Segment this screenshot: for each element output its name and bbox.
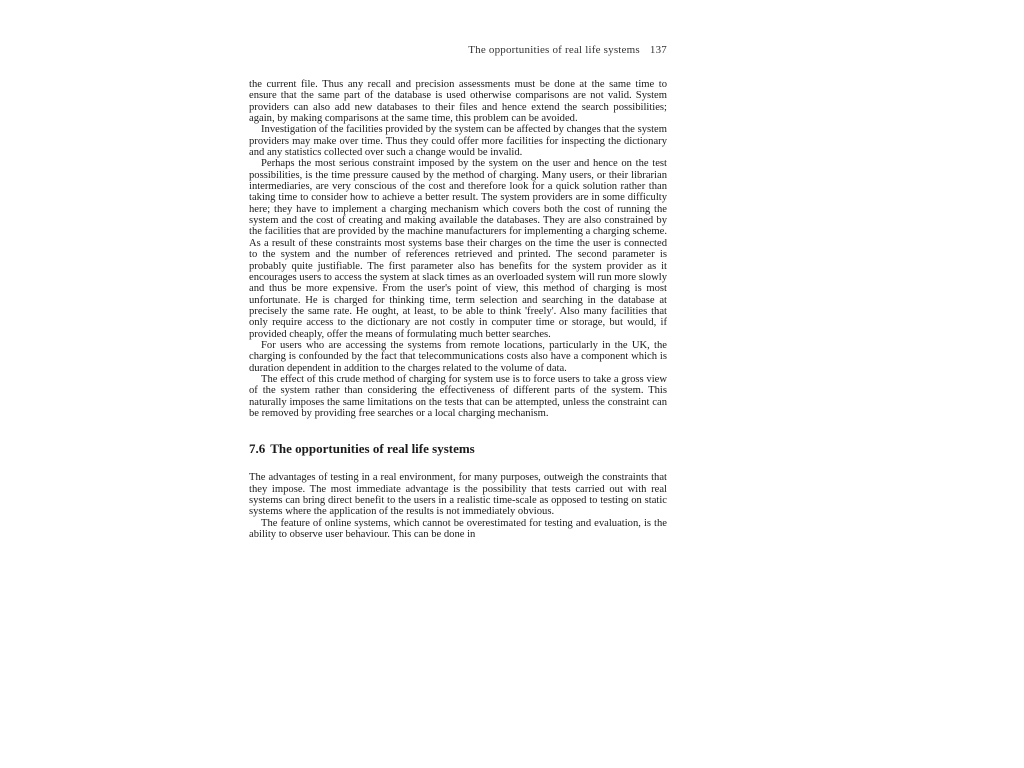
paragraph: For users who are accessing the systems from remote locations, particularly in the UK, the charging is confounded by the fact that telecommunications costs also have a component which is duration dependent in addition to the charges related to the volume of data. [249, 339, 667, 374]
paragraph: The effect of this crude method of charging for system use is to force users to take a gross view of the system rather than considering the effectiveness of different parts of the system. This naturally imposes the same limitations on the tests that can be attempted, unless the constraint can be removed by providing free searches or a local charging mechanism. [249, 373, 667, 419]
body-text [249, 79, 667, 540]
paragraph: The feature of online systems, which cannot be overestimated for testing and evaluation, is the ability to observe user behaviour. This can be done in [249, 517, 667, 541]
paragraph: The advantages of testing in a real environment, for many purposes, outweigh the constraints that they impose. The most immediate advantage is the possibility that tests carried out with real systems can bring direct benefit to the users in a realistic time-scale as opposed to testing on static systems where the application of the results is not immediately obvious. [249, 472, 667, 518]
document-page [249, 44, 667, 768]
paragraph: Investigation of the facilities provided by the system can be affected by changes that the system providers may make over time. Thus they could offer more facilities for inspecting the dictionary and any statistics collected over such a change would be invalid. [249, 124, 667, 159]
section-number: 7.6 [249, 441, 266, 457]
section-heading [249, 441, 667, 457]
running-head [468, 44, 667, 56]
page-number: 137 [649, 44, 667, 56]
paragraph: the current file. Thus any recall and precision assessments must be done at the same time to ensure that the same part of the database is used otherwise comparisons are not valid. System providers can also add new databases to their files and hence extend the search possibilities; again, by making comparisons at the same time, this problem can be avoided. [249, 79, 667, 125]
paragraph: Perhaps the most serious constraint imposed by the system on the user and hence on the test possibilities, is the time pressure caused by the method of charging. Many users, or their librarian intermediaries, are very conscious of the cost and therefore look for a quick solution rather than taking time to consider how to achieve a better result. The system providers are in some difficulty here; they have to implement a charging mechanism which covers both the cost of running the system and the cost of creating and making available the databases. They are also constrained by the facilities that are provided by the machine manufacturers for implementing a charging scheme. As a result of these constraints most systems base their charges on the time the user is connected to the system and the number of references retrieved and printed. The second parameter is probably quite justifiable. The first parameter also has benefits for the system provider as it encourages users to access the system at slack times as an overloaded system will run more slowly and thus be more expensive. From the user's point of view, this method of charging is most unfortunate. He is charged for thinking time, term selection and searching in the database at precisely the same rate. He ought, at least, to be able to think 'freely'. Also many facilities that only require access to the dictionary are not costly in computer time or storage, but would, if provided cheaply, offer the means of formulating much better searches. [249, 158, 667, 340]
running-head-title: The opportunities of real life systems [468, 44, 640, 56]
section-title: The opportunities of real life systems [270, 441, 475, 457]
